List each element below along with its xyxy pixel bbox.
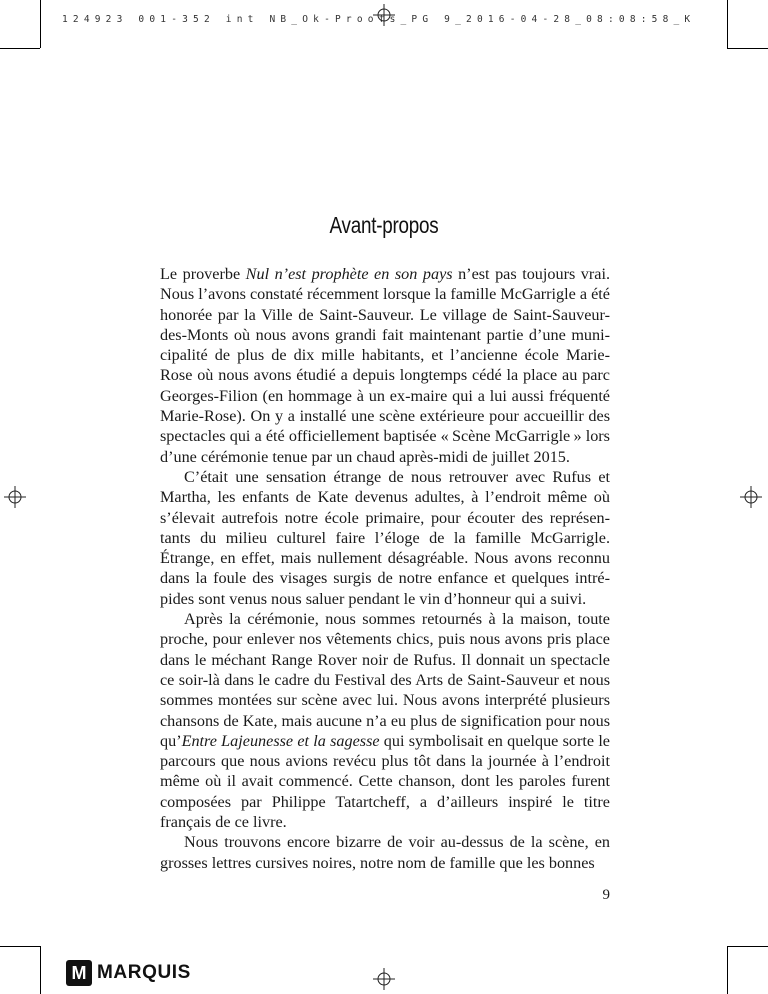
crop-mark-top-right-horizontal: [727, 48, 768, 49]
crop-mark-top-right-vertical: [727, 0, 728, 48]
page-number: 9: [602, 887, 610, 903]
paragraph-3-run-1: Après la cérémonie, nous sommes retournés à la maison, toute proche, pour enlever nos vêtements chics, puis nous avons pris place dans le méchant Range Rover noir de Rufus. Il donnait un spectacle ce soir-là dans le cadre du Festival des Arts de Saint-Sauveur et nous sommes montées sur scène avec lui. Nous avons interprété plusieurs chansons de Kate, mais aucune n’a eu plus de signification pour nous qu’: [160, 610, 610, 750]
registration-mark-right-icon: [740, 486, 762, 508]
proverb-italic: Nul n’est prophète en son pays: [245, 265, 453, 283]
crop-mark-bottom-right-vertical: [727, 946, 728, 994]
paragraph-1: [160, 264, 610, 467]
registration-mark-bottom-icon: [373, 968, 395, 990]
paragraph-4-run-1: Nous trouvons encore bizarre de voir au-dessus de la scène, en grosses lettres cursives noires, notre nom de famille que les bonnes: [160, 833, 610, 872]
registration-mark-top-icon: [373, 4, 395, 26]
crop-mark-top-left-vertical: [40, 0, 41, 48]
paragraph-1-run-2: n’est pas toujours vrai. Nous l’avons constaté récemment lorsque la famille McGarrigle a été honorée par la Ville de Saint-Sauveur. Le village de Saint-Sauveur-des-Monts où nous avons grandi fait maintenant partie d’une municipalité de plus de dix mille habitants, et l’ancienne école Marie-Rose où nous avons étudié a depuis longtemps cédé la place au parc Georges-Filion (en hommage à un ex-maire qui a lui aussi fréquenté Marie-Rose). On y a installé une scène extérieure pour accueillir des spectacles qui a été officiellement baptisée « Scène McGarrigle » lors d’une cérémonie tenue par un chaud après-midi de juillet 2015.: [160, 265, 610, 466]
song-title-italic: Entre Lajeunesse et la sagesse: [181, 731, 380, 750]
paragraph-3: [160, 609, 610, 832]
crop-mark-bottom-left-horizontal: [0, 946, 40, 947]
registration-mark-left-icon: [4, 486, 26, 508]
crop-mark-bottom-left-vertical: [40, 946, 41, 994]
publisher-logo: [66, 960, 191, 986]
paragraph-1-run-1: Le proverbe: [160, 265, 246, 283]
crop-mark-top-left-horizontal: [0, 48, 40, 49]
crop-mark-bottom-right-horizontal: [727, 946, 768, 947]
chapter-title: Avant-propos: [329, 212, 439, 238]
body-text: [160, 264, 610, 873]
proof-slug-line: 124923 001-352 int NB_Ok-Proofs_PG 9_2016-04-28_08:08:58_K: [62, 14, 696, 25]
paragraph-3-run-2: qui symbolisait en quelque sorte le parcours que nous avions revécu plus tôt dans la journée à l’endroit même où il avait commencé. Cette chanson, dont les paroles furent composées par Philippe Tatartcheff, a d’ailleurs inspiré le titre français de ce livre.: [160, 731, 610, 832]
logo-mark-icon: M: [66, 960, 92, 986]
paragraph-2-run-1: C’était une sensation étrange de nous retrouver avec Rufus et Martha, les enfants de Kate devenus adultes, à l’endroit même où s’élevait autrefois notre école primaire, pour écouter des représentants du milieu culturel faire l’éloge de la famille McGarrigle. Étrange, en effet, mais nullement désagréable. Nous avons reconnu dans la foule des visages surgis de notre enfance et quelques intrépides sont venus nous saluer pendant le vin d’honneur qui a suivi.: [160, 467, 610, 608]
logo-wordmark: MARQUIS: [97, 962, 191, 983]
paragraph-4: [160, 832, 610, 873]
paragraph-2: [160, 467, 610, 609]
